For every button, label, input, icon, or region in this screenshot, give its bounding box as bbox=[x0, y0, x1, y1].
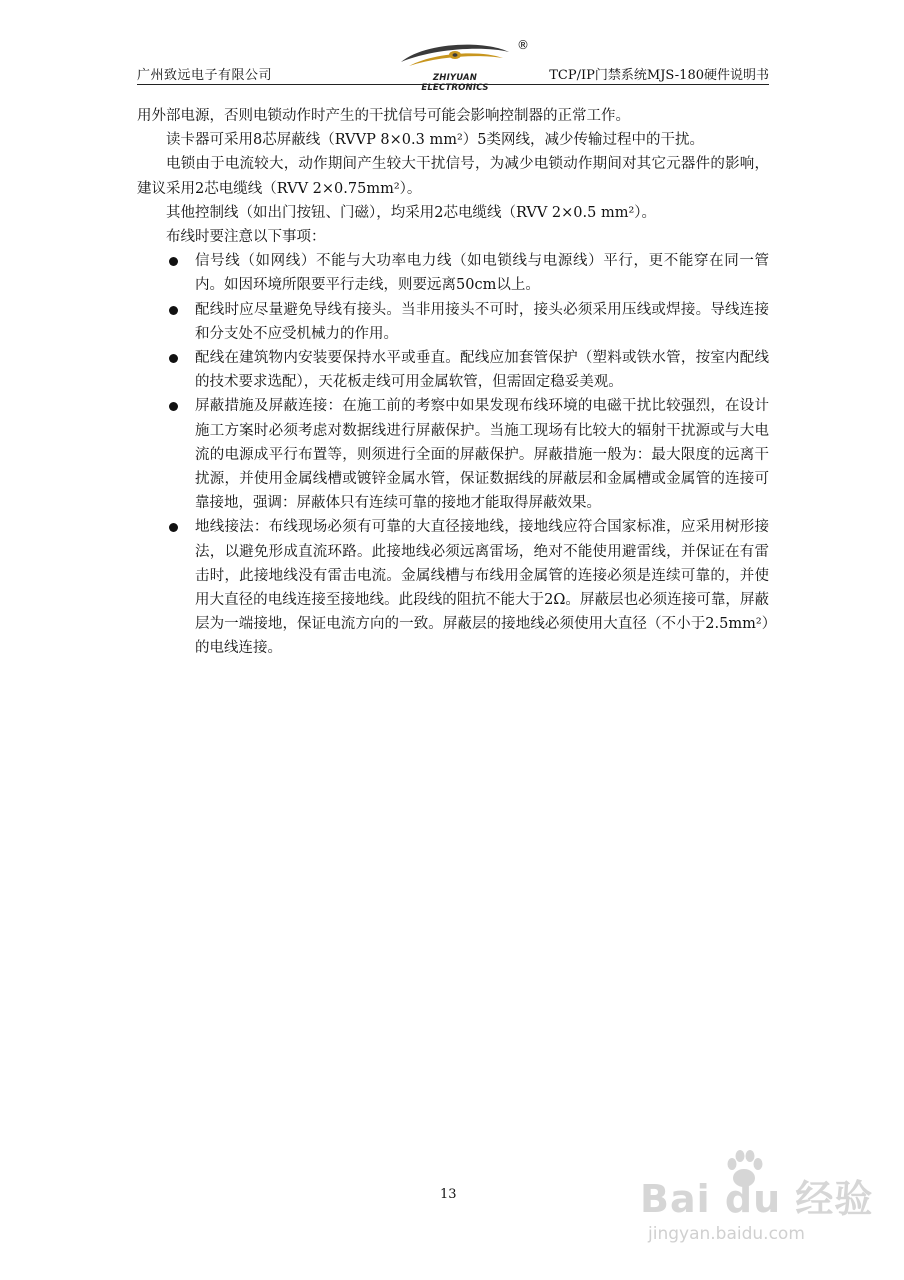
watermark-brand: Bai du 经验 bbox=[640, 1177, 874, 1221]
logo-text: ZHIYUAN ELECTRONICS bbox=[421, 73, 489, 93]
list-item-text: 信号线（如网线）不能与大功率电力线（如电锁线与电源线）平行，更不能穿在同一管内。如因环境所限要平行走线，则要远离50cm以上。 bbox=[195, 253, 769, 294]
company-name: 广州致远电子有限公司 bbox=[137, 68, 273, 83]
list-item bbox=[137, 515, 769, 660]
body-paragraph: 布线时要注意以下事项： bbox=[166, 229, 326, 246]
bullet-dot-icon bbox=[169, 354, 178, 363]
body-paragraph: 读卡器可采用8芯屏蔽线（RVVP 8×0.3 mm²）5类网线，减少传输过程中的干扰。 bbox=[166, 132, 705, 149]
list-item-text: 配线在建筑物内安装要保持水平或垂直。配线应加套管保护（塑料或铁水管，按室内配线的技术要求选配），天花板走线可用金属软管，但需固定稳妥美观。 bbox=[195, 350, 769, 391]
list-item-text: 地线接法：布线现场必须有可靠的大直径接地线，接地线应符合国家标准，应采用树形接法，以避免形成直流环路。此接地线必须远离雷场，绝对不能使用避雷线，并保证在有雷击时，此接地线没有雷击电流。金属线槽与布线用金属管的连接必须是连续可靠的，并使用大直径的电线连接至接地线。此段线的阻抗不能大于2Ω。屏蔽层也必须连接可靠，屏蔽层为一端接地，保证电流方向的一致。屏蔽层的接地线必须使用大直径（不小于2.5mm²）的电线连接。 bbox=[195, 519, 769, 657]
logo-swoosh-icon bbox=[395, 36, 515, 76]
list-item bbox=[137, 346, 769, 394]
bullet-dot-icon bbox=[169, 402, 178, 411]
baidu-watermark bbox=[640, 1138, 880, 1258]
registered-mark: ® bbox=[517, 38, 529, 52]
list-item bbox=[137, 249, 769, 297]
bullet-dot-icon bbox=[169, 306, 178, 315]
list-item-text: 屏蔽措施及屏蔽连接：在施工前的考察中如果发现布线环境的电磁干扰比较强烈，在设计施工方案时必须考虑对数据线进行屏蔽保护。当施工现场有比较大的辐射干扰源或与大电流的电源成平行布置等，则须进行全面的屏蔽保护。屏蔽措施一般为：最大限度的远离干扰源，并使用金属线槽或镀锌金属水管，保证数据线的屏蔽层和金属槽或金属管的连接可靠接地，强调：屏蔽体只有连续可靠的接地才能取得屏蔽效果。 bbox=[195, 398, 769, 512]
list-item-text: 配线时应尽量避免导线有接头。当非用接头不可时，接头必须采用压线或焊接。导线连接和分支处不应受机械力的作用。 bbox=[195, 301, 769, 342]
header-divider bbox=[137, 84, 769, 85]
list-item bbox=[137, 394, 769, 515]
watermark-url: jingyan.baidu.com bbox=[648, 1224, 805, 1244]
body-paragraph: 用外部电源，否则电锁动作时产生的干扰信号可能会影响控制器的正常工作。 bbox=[137, 108, 630, 124]
body-paragraph: 电锁由于电流较大，动作期间产生较大干扰信号，为减少电锁动作期间对其它元器件的影响，建议采用2芯电缆线（RVV 2×0.75mm²）。 bbox=[137, 156, 769, 197]
page-number: 13 bbox=[440, 1187, 457, 1202]
document-title: TCP/IP门禁系统MJS-180硬件说明书 bbox=[549, 68, 769, 83]
body-paragraph: 其他控制线（如出门按钮、门磁），均采用2芯电缆线（RVV 2×0.5 mm²）。 bbox=[166, 204, 657, 221]
bullet-dot-icon bbox=[169, 523, 178, 532]
zhiyuan-logo bbox=[395, 36, 515, 93]
bullet-dot-icon bbox=[169, 257, 178, 266]
page-header bbox=[137, 36, 769, 93]
page-body bbox=[137, 104, 769, 661]
wiring-notes-list bbox=[137, 249, 769, 660]
list-item bbox=[137, 298, 769, 346]
